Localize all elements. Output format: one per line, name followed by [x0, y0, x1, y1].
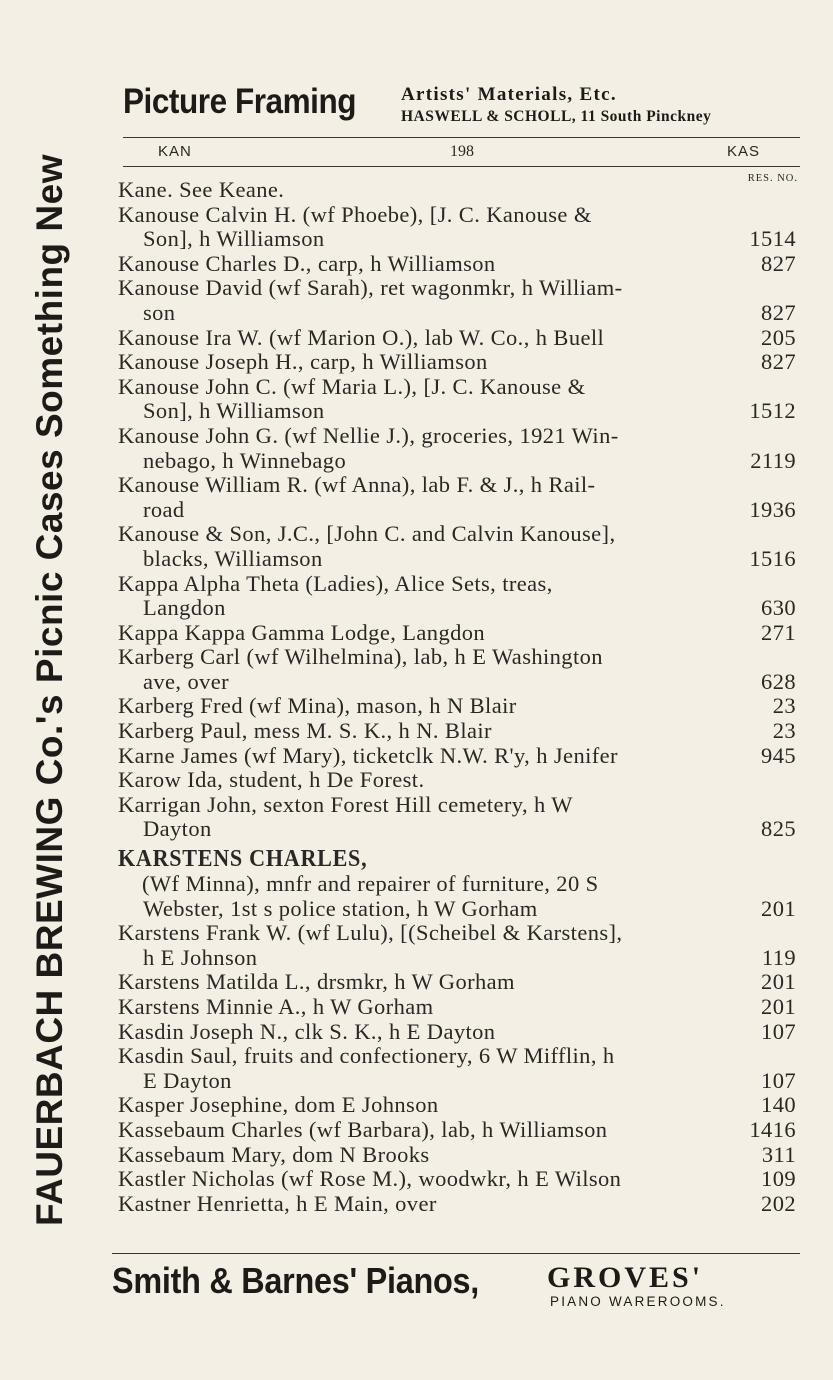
entry-text: Dayton [143, 816, 212, 842]
entry-line [118, 375, 798, 400]
residence-number: 825 [761, 816, 796, 842]
residence-number: 119 [761, 944, 796, 970]
entry-line [118, 719, 798, 744]
residence-number: 23 [772, 693, 796, 719]
directory-entries [118, 178, 798, 1216]
entry-text: Karberg Carl (wf Wilhelmina), lab, h E Washington [118, 644, 603, 670]
entry-text: Kane. See Keane. [118, 177, 285, 202]
entry-text: Kanouse Calvin H. (wf Phoebe), [J. C. Kanouse & [118, 201, 592, 227]
entry-text: Kastler Nicholas (wf Rose M.), woodwkr, h E Wilson [118, 1166, 622, 1192]
entry-line [118, 522, 798, 547]
entry-text: Son], h Williamson [143, 398, 325, 424]
entry-text: E Dayton [143, 1067, 232, 1093]
entry-line [118, 399, 798, 424]
entry-text: Karberg Fred (wf Mina), mason, h N Blair [118, 693, 517, 719]
entry-text: Kanouse John G. (wf Nellie J.), groceries, 1921 Win- [118, 422, 619, 448]
entry-line [118, 1118, 798, 1143]
top-ad-line2: HASWELL & SCHOLL, 11 South Pinckney [401, 108, 712, 125]
residence-number: 205 [761, 324, 796, 350]
residence-number: 630 [761, 595, 796, 621]
running-head-left: KAN [158, 143, 192, 160]
top-divider [123, 137, 800, 138]
entry-line [118, 596, 798, 621]
residence-number: 201 [761, 994, 796, 1019]
residence-number: 1516 [749, 545, 796, 571]
residence-number: 202 [761, 1190, 796, 1216]
residence-number: 1514 [749, 226, 796, 252]
entry-text: Kanouse Ira W. (wf Marion O.), lab W. Co., h Buell [118, 324, 605, 350]
entry-text: Karstens Matilda L., drsmkr, h W Gorham [118, 969, 515, 995]
entry-text: Kasper Josephine, dom E Johnson [118, 1092, 439, 1118]
bottom-ad-sub: PIANO WAREROOMS. [550, 1294, 726, 1309]
top-advertisement [123, 82, 803, 134]
residence-number: 109 [761, 1166, 796, 1192]
entry-text: Kanouse David (wf Sarah), ret wagonmkr, h William- [118, 275, 623, 301]
residence-number: 201 [761, 895, 796, 921]
entry-heading [118, 842, 744, 872]
entry-line [118, 670, 798, 695]
entry-line [118, 178, 798, 203]
residence-number: 311 [761, 1141, 796, 1167]
entry-text: Kanouse John C. (wf Maria L.), [J. C. Kanouse & [118, 373, 586, 399]
entry-text: Karstens Frank W. (wf Lulu), [(Scheibel & Karstens], [118, 920, 623, 946]
entry-text: Son], h Williamson [143, 226, 325, 252]
entry-text: KARSTENS CHARLES, [118, 846, 368, 873]
header-divider [123, 166, 800, 167]
entry-line [118, 793, 798, 818]
bottom-advertisement [112, 1258, 802, 1318]
entry-line [118, 1093, 798, 1118]
entry-text: Kastner Henrietta, h E Main, over [118, 1190, 437, 1216]
bottom-ad-left: Smith & Barnes' Pianos, [112, 1260, 480, 1301]
entry-text: Kanouse & Son, J.C., [John C. and Calvin Kanouse], [118, 521, 616, 547]
entry-text: Karrigan John, sexton Forest Hill cemetery, h W [118, 791, 573, 817]
top-ad-line1: Artists' Materials, Etc. [401, 84, 617, 105]
residence-number: 201 [761, 969, 796, 995]
residence-number: 1936 [749, 496, 796, 522]
entry-text: ave, over [143, 668, 230, 694]
entry-line [118, 645, 798, 670]
entry-line [118, 621, 798, 646]
residence-number: 827 [761, 349, 796, 375]
bottom-ad-brand: GROVES' [547, 1261, 704, 1294]
entry-text: Webster, 1st s police station, h W Gorham [143, 895, 538, 921]
entry-line [118, 547, 798, 572]
entry-line [118, 995, 798, 1020]
entry-line [118, 424, 798, 449]
entry-text: blacks, Williamson [143, 545, 323, 571]
entry-text: Karow Ida, student, h De Forest. [118, 767, 425, 793]
entry-text: (Wf Minna), mnfr and repairer of furniture, 20 S [142, 871, 599, 897]
entry-line [118, 252, 798, 277]
entry-text: Kanouse William R. (wf Anna), lab F. & J., h Rail- [118, 472, 596, 498]
entry-line [118, 350, 798, 375]
entry-line [118, 744, 798, 769]
entry-line [118, 897, 798, 922]
entry-line [118, 1192, 798, 1217]
residence-number: 107 [761, 1067, 796, 1093]
entry-line [118, 276, 798, 301]
entry-text: Karberg Paul, mess M. S. K., h N. Blair [118, 718, 492, 744]
residence-number: 827 [761, 250, 796, 276]
residence-number: 945 [761, 742, 796, 768]
residence-number: 2119 [750, 447, 796, 473]
entry-line [118, 449, 798, 474]
entry-text: Karne James (wf Mary), ticketclk N.W. R'y, h Jenifer [118, 742, 618, 768]
entry-text: Kanouse Joseph H., carp, h Williamson [118, 349, 488, 375]
entry-text: Kassebaum Mary, dom N Brooks [118, 1141, 430, 1167]
entry-line [118, 970, 798, 995]
entry-line [118, 572, 798, 597]
entry-line [118, 694, 798, 719]
entry-text: Kappa Alpha Theta (Ladies), Alice Sets, treas, [118, 570, 553, 596]
entry-line [118, 946, 798, 971]
side-advertisement: FAUERBACH BREWING Co.'s Picnic Cases Something New [29, 153, 70, 1227]
entry-line [118, 1020, 798, 1045]
entry-text: road [143, 496, 185, 522]
entry-text: son [143, 299, 176, 325]
entry-line [118, 326, 798, 351]
entry-line [118, 227, 798, 252]
entry-line [118, 301, 798, 326]
entry-text: nebago, h Winnebago [143, 447, 347, 473]
entry-text: Kasdin Joseph N., clk S. K., h E Dayton [118, 1018, 496, 1044]
entry-text: Kanouse Charles D., carp, h Williamson [118, 250, 496, 276]
entry-line [118, 1069, 798, 1094]
entry-line [118, 817, 798, 842]
entry-text: Langdon [143, 595, 226, 621]
entry-line [118, 872, 798, 897]
entry-line [118, 1143, 798, 1168]
residence-number: 827 [761, 299, 796, 325]
running-head-right: KAS [727, 143, 761, 160]
res-no-label: RES. NO. [747, 173, 798, 184]
top-ad-headline: Picture Framing [123, 82, 357, 121]
residence-number: 140 [761, 1092, 796, 1118]
residence-number: 23 [772, 718, 796, 744]
entry-line [118, 1167, 798, 1192]
residence-number: 1416 [749, 1116, 796, 1142]
bottom-divider [112, 1253, 800, 1254]
entry-text: Karstens Minnie A., h W Gorham [118, 994, 434, 1019]
entry-text: h E Johnson [143, 944, 258, 970]
entry-line [118, 473, 798, 498]
entry-line [118, 768, 798, 793]
residence-number: 628 [761, 668, 796, 694]
entry-line [118, 921, 798, 946]
residence-number: 1512 [749, 398, 796, 424]
entry-line [118, 203, 798, 228]
entry-line [118, 498, 798, 523]
entry-text: Kasdin Saul, fruits and confectionery, 6 W Mifflin, h [118, 1043, 615, 1069]
entry-text: Kassebaum Charles (wf Barbara), lab, h Williamson [118, 1116, 608, 1142]
residence-number: 271 [761, 619, 796, 645]
entry-line [118, 1044, 798, 1069]
page-number: 198 [450, 143, 474, 160]
entry-text: Kappa Kappa Gamma Lodge, Langdon [118, 619, 486, 645]
residence-number: 107 [761, 1018, 796, 1044]
